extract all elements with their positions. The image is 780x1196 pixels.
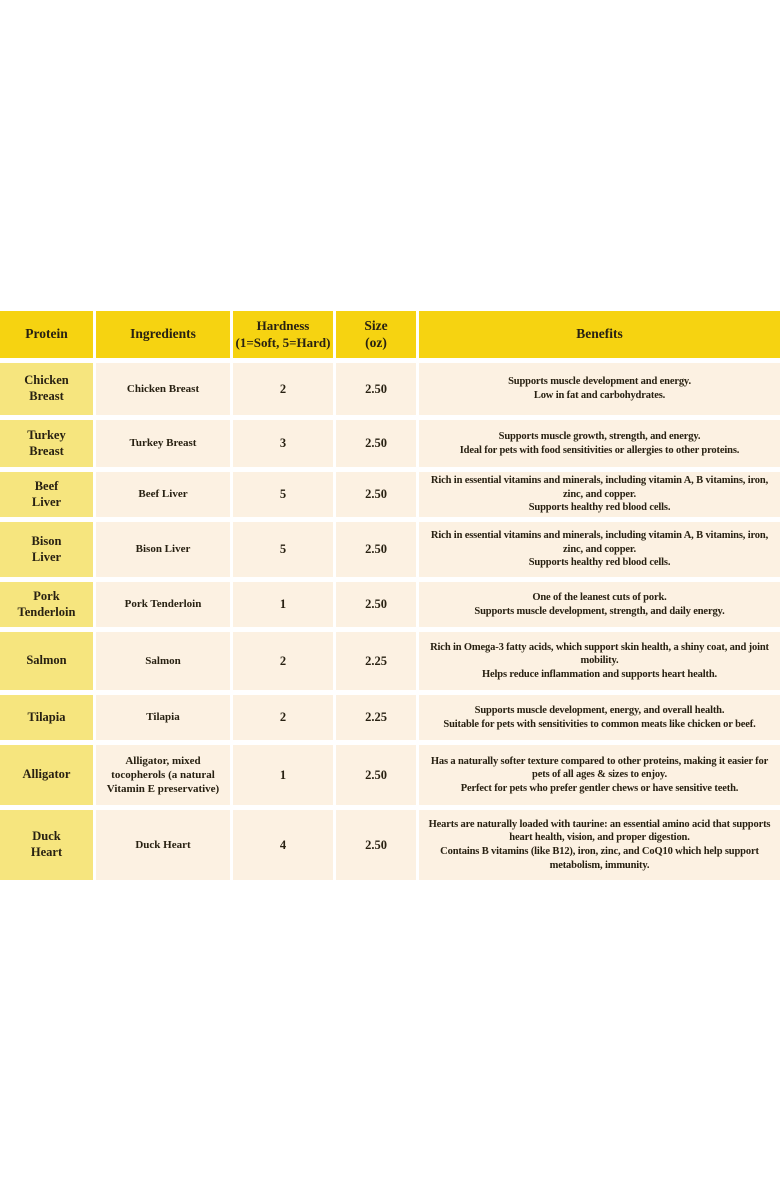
benefit-line: Rich in essential vitamins and minerals, including vitamin A, B vitamins, iron, zinc, and copper. bbox=[430, 475, 769, 500]
benefit-line: Supports healthy red blood cells. bbox=[528, 502, 671, 514]
cell-protein-duck-heart: Duck Heart bbox=[0, 810, 93, 880]
benefit-line: Perfect for pets who prefer gentler chews or have sensitive teeth. bbox=[460, 782, 739, 794]
cell-benefits-bison-liver bbox=[419, 522, 780, 577]
cell-protein-tilapia: Tilapia bbox=[0, 695, 93, 740]
cell-benefits-turkey-breast bbox=[419, 420, 780, 467]
cell-size-tilapia: 2.25 bbox=[336, 695, 416, 740]
benefit-line: Helps reduce inflammation and supports heart health. bbox=[482, 668, 717, 680]
benefit-line: Suitable for pets with sensitivities to common meats like chicken or beef. bbox=[443, 718, 756, 730]
cell-benefits-duck-heart bbox=[419, 810, 780, 880]
cell-benefits-salmon bbox=[419, 632, 780, 690]
cell-ingredients-turkey-breast: Turkey Breast bbox=[96, 420, 230, 467]
cell-protein-pork-tenderloin: Pork Tenderloin bbox=[0, 582, 93, 627]
col-header-hardness-scale: (1=Soft, 5=Hard) bbox=[235, 334, 331, 350]
col-header-ingredients-label: Ingredients bbox=[130, 326, 196, 342]
cell-hardness-bison-liver: 5 bbox=[233, 522, 333, 577]
cell-hardness-chicken-breast: 2 bbox=[233, 363, 333, 415]
cell-size-duck-heart: 2.50 bbox=[336, 810, 416, 880]
cell-hardness-pork-tenderloin: 1 bbox=[233, 582, 333, 627]
benefit-line: Rich in essential vitamins and minerals, including vitamin A, B vitamins, iron, zinc, and copper. bbox=[430, 530, 769, 555]
col-header-size-unit: (oz) bbox=[365, 334, 387, 350]
benefit-line: Supports muscle development, strength, and daily energy. bbox=[474, 605, 725, 617]
cell-size-beef-liver: 2.50 bbox=[336, 472, 416, 517]
cell-size-chicken-breast: 2.50 bbox=[336, 363, 416, 415]
col-header-ingredients bbox=[96, 311, 230, 358]
cell-ingredients-tilapia: Tilapia bbox=[96, 695, 230, 740]
col-header-benefits bbox=[419, 311, 780, 358]
col-header-benefits-label: Benefits bbox=[576, 326, 623, 342]
benefit-line: Ideal for pets with food sensitivities or allergies to other proteins. bbox=[459, 444, 740, 456]
cell-protein-turkey-breast: Turkey Breast bbox=[0, 420, 93, 467]
cell-protein-alligator: Alligator bbox=[0, 745, 93, 805]
cell-protein-beef-liver: Beef Liver bbox=[0, 472, 93, 517]
cell-size-alligator: 2.50 bbox=[336, 745, 416, 805]
col-header-protein bbox=[0, 311, 93, 358]
benefit-line: Low in fat and carbohydrates. bbox=[533, 390, 666, 401]
cell-size-bison-liver: 2.50 bbox=[336, 522, 416, 577]
cell-benefits-tilapia bbox=[419, 695, 780, 740]
col-header-hardness bbox=[233, 311, 333, 358]
col-header-hardness-label: Hardness bbox=[256, 318, 310, 334]
cell-protein-salmon: Salmon bbox=[0, 632, 93, 690]
cell-size-salmon: 2.25 bbox=[336, 632, 416, 690]
benefit-line: Supports muscle development, energy, and overall health. bbox=[474, 704, 725, 716]
cell-protein-bison-liver: Bison Liver bbox=[0, 522, 93, 577]
cell-hardness-salmon: 2 bbox=[233, 632, 333, 690]
benefit-line: Supports healthy red blood cells. bbox=[528, 557, 671, 569]
cell-ingredients-duck-heart: Duck Heart bbox=[96, 810, 230, 880]
cell-benefits-beef-liver bbox=[419, 472, 780, 517]
benefit-line: One of the leanest cuts of pork. bbox=[532, 591, 667, 603]
cell-protein-chicken-breast: Chicken Breast bbox=[0, 363, 93, 415]
cell-ingredients-pork-tenderloin: Pork Tenderloin bbox=[96, 582, 230, 627]
cell-size-turkey-breast: 2.50 bbox=[336, 420, 416, 467]
cell-benefits-pork-tenderloin bbox=[419, 582, 780, 627]
cell-hardness-tilapia: 2 bbox=[233, 695, 333, 740]
cell-size-pork-tenderloin: 2.50 bbox=[336, 582, 416, 627]
cell-benefits-alligator bbox=[419, 745, 780, 805]
benefit-line: Rich in Omega-3 fatty acids, which support skin health, a shiny coat, and joint mobility. bbox=[430, 641, 769, 667]
col-header-size bbox=[336, 311, 416, 358]
col-header-size-label: Size bbox=[364, 317, 388, 333]
cell-ingredients-salmon: Salmon bbox=[96, 632, 230, 690]
benefit-line: Supports muscle development and energy. bbox=[508, 376, 691, 388]
cell-benefits-chicken-breast bbox=[419, 363, 780, 415]
protein-comparison-table bbox=[0, 311, 780, 880]
cell-hardness-beef-liver: 5 bbox=[233, 472, 333, 517]
cell-hardness-turkey-breast: 3 bbox=[233, 420, 333, 467]
benefit-line: Hearts are naturally loaded with taurine: an essential amino acid that supports heart health, vision, and proper digestion. bbox=[428, 818, 771, 844]
cell-ingredients-beef-liver: Beef Liver bbox=[96, 472, 230, 517]
cell-ingredients-bison-liver: Bison Liver bbox=[96, 522, 230, 577]
cell-hardness-duck-heart: 4 bbox=[233, 810, 333, 880]
cell-ingredients-chicken-breast: Chicken Breast bbox=[96, 363, 230, 415]
cell-hardness-alligator: 1 bbox=[233, 745, 333, 805]
benefit-line: Contains B vitamins (like B12), iron, zinc, and CoQ10 which help support metabolism, immunity. bbox=[440, 846, 759, 871]
cell-ingredients-alligator: Alligator, mixed tocopherols (a natural Vitamin E preservative) bbox=[96, 745, 230, 805]
col-header-protein-label: Protein bbox=[25, 326, 68, 342]
benefit-line: Has a naturally softer texture compared to other proteins, making it easier for pets of all ages & sizes to enjoy. bbox=[430, 755, 769, 781]
benefit-line: Supports muscle growth, strength, and energy. bbox=[498, 430, 701, 442]
